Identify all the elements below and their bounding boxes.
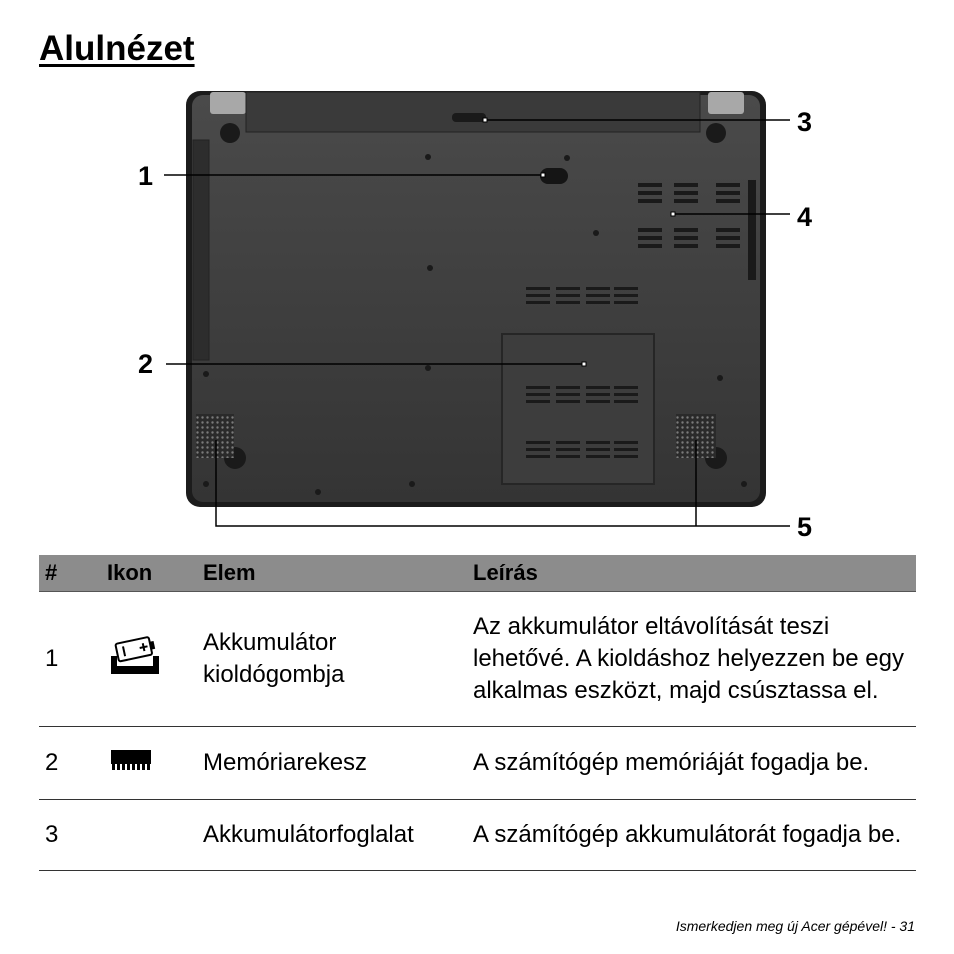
row-item: Akkumulátor kioldógombja	[197, 592, 467, 727]
callout-5: 5	[797, 512, 813, 542]
row-item: Akkumulátorfoglalat	[197, 800, 467, 871]
table-row	[39, 727, 916, 800]
table-row	[39, 800, 916, 871]
callout-4: 4	[797, 202, 813, 232]
component-table	[39, 555, 916, 871]
row-num: 1	[39, 592, 101, 727]
header-num: #	[39, 555, 101, 592]
header-icon: Ikon	[101, 555, 197, 592]
row-num: 3	[39, 800, 101, 871]
callout-1: 1	[138, 161, 154, 191]
row-num: 2	[39, 727, 101, 800]
row-desc: A számítógép memóriáját fogadja be.	[467, 727, 916, 800]
table-header-row	[39, 555, 916, 592]
row-desc: Az akkumulátor eltávolítását teszi lehetővé. A kioldáshoz helyezzen be egy alkalmas eszközt, majd csúsztassa el.	[467, 592, 916, 727]
row-icon-cell	[101, 800, 197, 871]
row-desc: A számítógép akkumulátorát fogadja be.	[467, 800, 916, 871]
row-item: Memóriarekesz	[197, 727, 467, 800]
header-item: Elem	[197, 555, 467, 592]
row-icon-cell	[101, 727, 197, 800]
header-desc: Leírás	[467, 555, 916, 592]
memory-module-icon	[107, 746, 155, 772]
page-footer: Ismerkedjen meg új Acer gépével! - 31	[675, 918, 915, 934]
callout-2: 2	[138, 349, 154, 379]
page-title: Alulnézet	[39, 29, 195, 68]
callout-3: 3	[797, 107, 813, 137]
row-icon-cell	[101, 592, 197, 727]
laptop-body	[186, 91, 766, 507]
table-row	[39, 592, 916, 727]
battery-release-icon	[107, 632, 167, 678]
